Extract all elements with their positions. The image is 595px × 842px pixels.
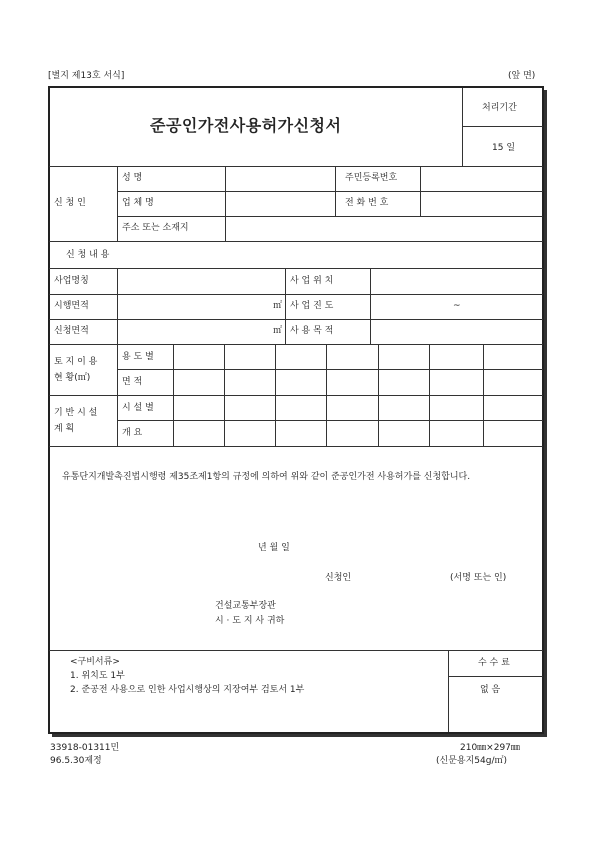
attachment-item-1: 1. 위치도 1부 — [70, 671, 125, 681]
attachments-title: <구비서류> — [70, 657, 120, 667]
progress-tilde: ~ — [453, 301, 461, 311]
processing-period-value: 15 일 — [492, 143, 516, 153]
footer-code: 33918-01311민 — [50, 743, 120, 753]
exec-area-label: 시행면적 — [54, 301, 89, 311]
request-section-label: 신 청 내 용 — [66, 250, 110, 260]
footer-paper: (신문용지54g/㎡) — [436, 756, 507, 766]
company-name-label: 업 체 명 — [122, 198, 154, 208]
progress-label: 사 업 진 도 — [290, 301, 334, 311]
project-location-label: 사 업 위 치 — [290, 276, 334, 286]
land-use-area: 면 적 — [122, 377, 143, 387]
infra-label-2: 계 획 — [54, 424, 75, 434]
date-line: 년 월 일 — [258, 543, 290, 553]
phone-label: 전 화 번 호 — [345, 198, 389, 208]
footer-date: 96.5.30제정 — [50, 756, 102, 766]
page-side-label: (앞 면) — [508, 71, 536, 81]
fee-value: 없 음 — [480, 685, 501, 695]
infra-summary: 개 요 — [122, 428, 143, 438]
apply-area-unit: ㎡ — [273, 326, 283, 336]
frame-shadow-bottom — [52, 734, 547, 737]
frame-shadow-right — [544, 90, 547, 736]
signature-note: (서명 또는 인) — [450, 573, 507, 583]
land-use-label-1: 토 지 이 용 — [54, 357, 98, 367]
application-statement: 유통단지개발촉진법시행령 제35조제1항의 규정에 의하여 위와 같이 준공인가전 사용허가를 신청합니다. — [62, 472, 471, 482]
fee-label: 수 수 료 — [478, 658, 510, 668]
exec-area-unit: ㎡ — [273, 301, 283, 311]
applicant-section-label: 신 청 인 — [54, 198, 86, 208]
attachment-item-2: 2. 준공전 사용으로 인한 사업시행상의 지장여부 검토서 1부 — [70, 685, 305, 695]
form-title: 준공인가전사용허가신청서 — [150, 116, 342, 135]
footer-size: 210㎜×297㎜ — [460, 743, 520, 753]
addressee-line-1: 건설교통부장관 — [215, 601, 276, 611]
name-label: 성 명 — [122, 173, 143, 183]
land-use-label-2: 현 황(㎡) — [54, 373, 91, 383]
resident-number-label: 주민등록번호 — [345, 173, 398, 183]
address-label: 주소 또는 소재지 — [122, 223, 189, 233]
land-use-by-purpose: 용 도 별 — [122, 352, 154, 362]
infra-by-facility: 시 설 별 — [122, 403, 154, 413]
addressee-line-2: 시 · 도 지 사 귀하 — [215, 616, 285, 626]
applicant-sign-label: 신청인 — [325, 573, 352, 583]
purpose-label: 사 용 목 적 — [290, 326, 334, 336]
project-name-label: 사업명칭 — [54, 276, 89, 286]
infra-label-1: 기 반 시 설 — [54, 408, 98, 418]
processing-period-label: 처리기간 — [482, 103, 517, 113]
apply-area-label: 신청면적 — [54, 326, 89, 336]
form-number: [별지 제13호 서식] — [48, 71, 125, 81]
